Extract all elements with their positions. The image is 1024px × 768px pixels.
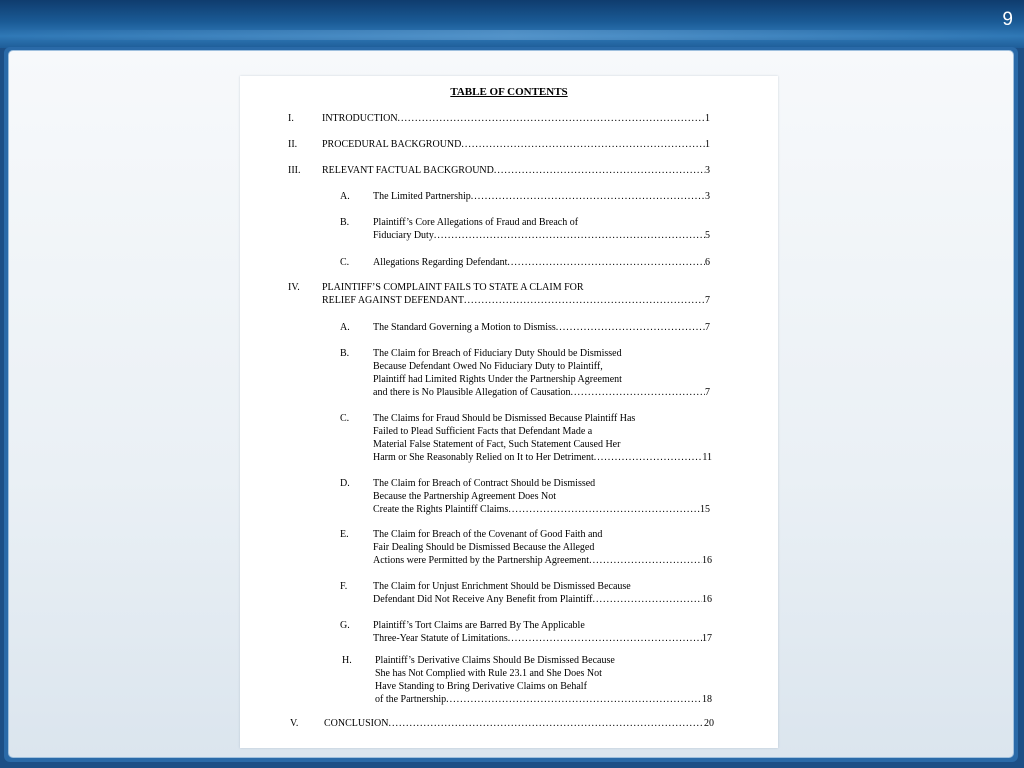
toc-entry-line: The Claims for Fraud Should be Dismissed Because Plaintiff Has <box>373 413 636 424</box>
toc-entry-leader-line <box>375 693 712 706</box>
toc-entry-number: V. <box>290 718 299 729</box>
toc-entry-page-number: 15 <box>700 504 710 515</box>
toc-entry-leader-line <box>373 190 710 203</box>
dot-leader <box>570 386 705 399</box>
dot-leader <box>398 112 705 125</box>
toc-entry-heading: The Limited Partnership <box>373 191 471 202</box>
toc-entry-line: The Claim for Breach of Contract Should be Dismissed <box>373 478 596 489</box>
dot-leader <box>594 451 703 464</box>
toc-entry-page-number: 6 <box>705 257 710 268</box>
dot-leader <box>589 554 702 567</box>
dot-leader <box>446 693 702 706</box>
toc-entry-page-number: 16 <box>702 594 712 605</box>
toc-entry-heading: PROCEDURAL BACKGROUND <box>322 139 462 150</box>
toc-entry[interactable] <box>373 412 712 464</box>
toc-entry-heading: Fiduciary Duty <box>373 230 434 241</box>
toc-entry[interactable] <box>324 717 714 730</box>
toc-entry-page-number: 1 <box>705 113 710 124</box>
document-page <box>240 76 778 748</box>
toc-entry-leader-line <box>322 112 710 125</box>
toc-entry-number: II. <box>288 139 298 150</box>
toc-entry[interactable] <box>322 112 710 125</box>
toc-entry-number: B. <box>340 217 350 228</box>
toc-entry-leader-line <box>322 294 710 307</box>
toc-entry-number: D. <box>340 478 350 489</box>
toc-entry-line: The Claim for Unjust Enrichment Should be Dismissed Because <box>373 581 631 592</box>
toc-entry-page-number: 7 <box>705 387 710 398</box>
toc-entry[interactable] <box>373 256 710 269</box>
toc-entry[interactable] <box>373 347 710 399</box>
toc-entry-number: B. <box>340 348 350 359</box>
toc-entry-line: PLAINTIFF’S COMPLAINT FAILS TO STATE A CLAIM FOR <box>322 282 584 293</box>
toc-entry-leader-line <box>373 632 712 645</box>
toc-entry-number: H. <box>342 655 352 666</box>
toc-entry[interactable] <box>375 654 712 706</box>
toc-title: TABLE OF CONTENTS <box>450 86 568 98</box>
toc-entry-leader-line <box>373 451 712 464</box>
toc-entry-leader-line <box>373 554 712 567</box>
toc-entry-heading: The Standard Governing a Motion to Dismiss <box>373 322 556 333</box>
toc-entry[interactable] <box>373 580 712 606</box>
toc-entry-page-number: 7 <box>705 295 710 306</box>
toc-entry-number: F. <box>340 581 348 592</box>
dot-leader <box>556 321 705 334</box>
toc-entry-page-number: 3 <box>705 191 710 202</box>
slide-header-bar <box>0 0 1024 48</box>
toc-entry-page-number: 11 <box>702 452 712 463</box>
toc-entry[interactable] <box>322 281 710 307</box>
toc-entry-line: Have Standing to Bring Derivative Claims on Behalf <box>375 681 587 692</box>
toc-entry-heading: INTRODUCTION <box>322 113 398 124</box>
toc-entry-leader-line <box>373 386 710 399</box>
dot-leader <box>471 190 705 203</box>
toc-entry-heading: RELEVANT FACTUAL BACKGROUND <box>322 165 494 176</box>
toc-entry-heading: and there is No Plausible Allegation of Causation <box>373 387 571 398</box>
toc-entry-page-number: 1 <box>705 139 710 150</box>
toc-entry-leader-line <box>324 717 714 730</box>
toc-entry-number: C. <box>340 257 350 268</box>
dot-leader <box>494 164 705 177</box>
dot-leader <box>592 593 702 606</box>
toc-entry-line: Because the Partnership Agreement Does Not <box>373 491 557 502</box>
toc-entry-number: IV. <box>288 282 300 293</box>
toc-entry-page-number: 17 <box>702 633 712 644</box>
toc-entry-line: Plaintiff’s Core Allegations of Fraud and Breach of <box>373 217 579 228</box>
toc-entry-line: Plaintiff’s Derivative Claims Should Be Dismissed Because <box>375 655 615 666</box>
toc-entry-number: A. <box>340 191 350 202</box>
toc-entry-page-number: 16 <box>702 555 712 566</box>
toc-entry-number: III. <box>288 165 301 176</box>
dot-leader <box>434 229 705 242</box>
dot-leader <box>388 717 704 730</box>
toc-entry-heading: Actions were Permitted by the Partnership Agreement <box>373 555 590 566</box>
toc-entry-heading: Harm or She Reasonably Relied on It to Her Detriment <box>373 452 594 463</box>
toc-entry-page-number: 18 <box>702 694 712 705</box>
toc-entry-heading: CONCLUSION <box>324 718 389 729</box>
toc-entry-leader-line <box>322 164 710 177</box>
toc-entry-line: Fair Dealing Should be Dismissed Because the Alleged <box>373 542 595 553</box>
dot-leader <box>507 256 705 269</box>
toc-entry-number: I. <box>288 113 294 124</box>
toc-entry-page-number: 5 <box>705 230 710 241</box>
toc-entry[interactable] <box>373 528 712 567</box>
toc-entry-line: The Claim for Breach of Fiduciary Duty Should be Dismissed <box>373 348 622 359</box>
toc-entry-leader-line <box>373 321 710 334</box>
toc-entry-line: Failed to Plead Sufficient Facts that Defendant Made a <box>373 426 593 437</box>
toc-entry-leader-line <box>373 229 710 242</box>
toc-entry-leader-line <box>373 593 712 606</box>
toc-entry[interactable] <box>322 138 710 151</box>
toc-entry-heading: Defendant Did Not Receive Any Benefit from Plaintiff <box>373 594 593 605</box>
slide-number: 9 <box>1002 9 1013 30</box>
toc-entry-page-number: 7 <box>705 322 710 333</box>
toc-entry-page-number: 3 <box>705 165 710 176</box>
toc-entry-heading: of the Partnership <box>375 694 447 705</box>
toc-entry-leader-line <box>322 138 710 151</box>
toc-entry-line: Because Defendant Owed No Fiduciary Duty to Plaintiff, <box>373 361 603 372</box>
toc-entry-line: Material False Statement of Fact, Such Statement Caused Her <box>373 439 621 450</box>
toc-entry-leader-line <box>373 503 710 516</box>
toc-entry-leader-line <box>373 256 710 269</box>
toc-entry-number: G. <box>340 620 350 631</box>
toc-entry-heading: Create the Rights Plaintiff Claims <box>373 504 509 515</box>
toc-entry-line: The Claim for Breach of the Covenant of Good Faith and <box>373 529 603 540</box>
toc-entry[interactable] <box>373 190 710 203</box>
dot-leader <box>464 294 705 307</box>
toc-entry[interactable] <box>373 216 710 242</box>
dot-leader <box>508 632 702 645</box>
toc-entry-heading: Three-Year Statute of Limitations <box>373 633 508 644</box>
dot-leader <box>461 138 705 151</box>
toc-entry-number: A. <box>340 322 350 333</box>
toc-entry[interactable] <box>373 477 710 516</box>
toc-entry[interactable] <box>373 619 712 645</box>
toc-entry[interactable] <box>322 164 710 177</box>
toc-entry-line: She has Not Complied with Rule 23.1 and She Does Not <box>375 668 602 679</box>
toc-entry-heading: Allegations Regarding Defendant <box>373 257 508 268</box>
toc-entry-page-number: 20 <box>704 718 714 729</box>
toc-entry-line: Plaintiff had Limited Rights Under the Partnership Agreement <box>373 374 622 385</box>
toc-entry-heading: RELIEF AGAINST DEFENDANT <box>322 295 465 306</box>
toc-entry-line: Plaintiff’s Tort Claims are Barred By The Applicable <box>373 620 585 631</box>
toc-entry-number: C. <box>340 413 350 424</box>
dot-leader <box>508 503 700 516</box>
toc-entry[interactable] <box>373 321 710 334</box>
toc-entry-number: E. <box>340 529 349 540</box>
